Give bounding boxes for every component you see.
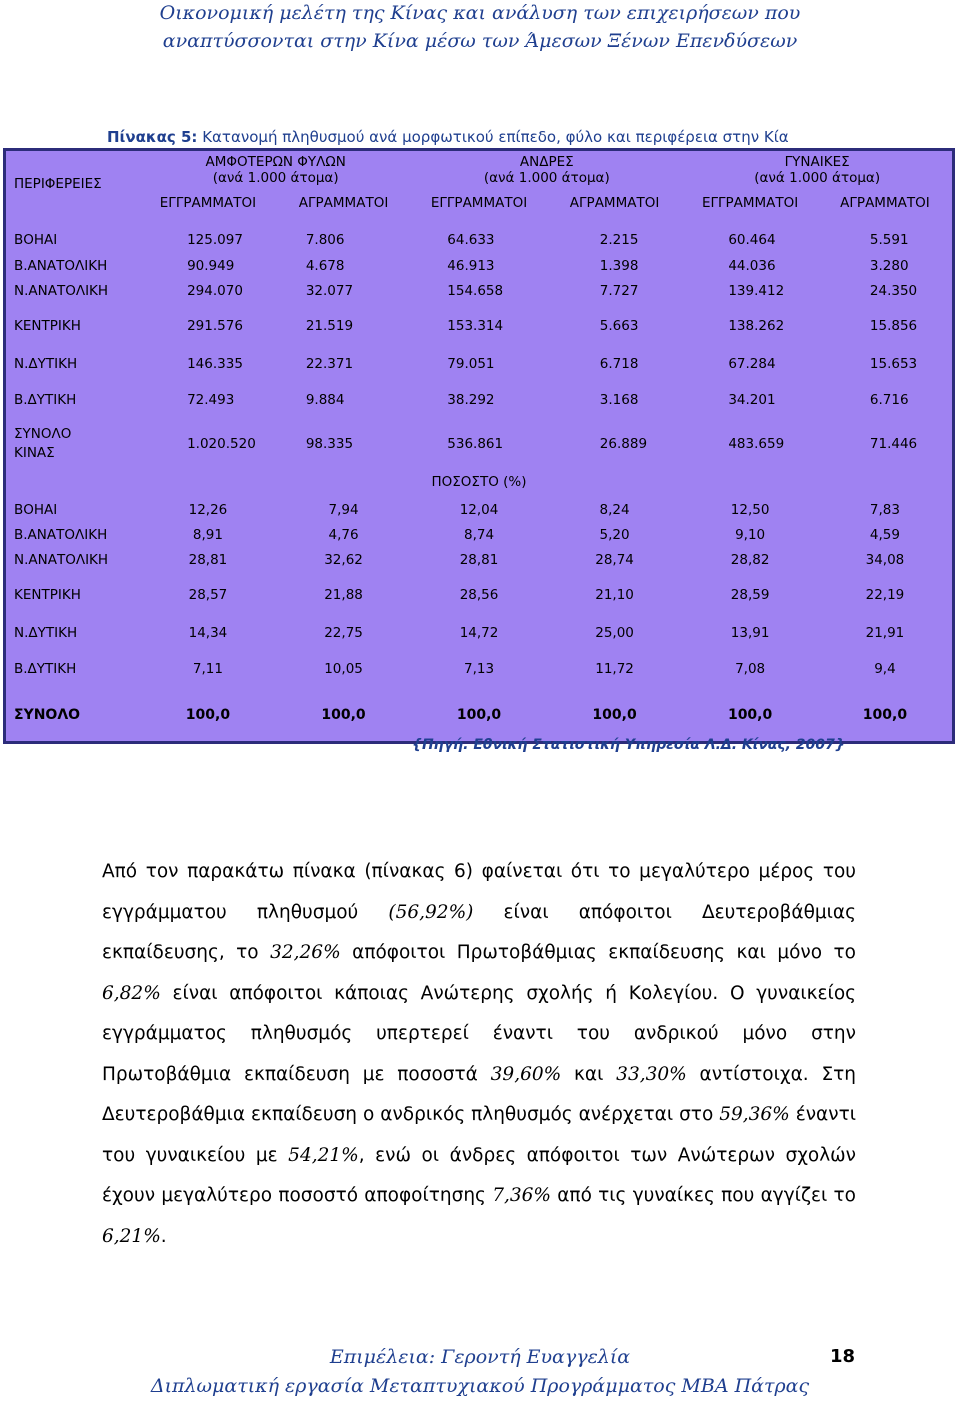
region-cell: Ν.ΑΝΑΤΟΛΙΚΗ: [14, 282, 109, 299]
value-cell: 28,81: [188, 551, 228, 568]
value-cell: 21.519: [305, 318, 354, 334]
footer-author: Επιμέλεια: Γεροντή Ευαγγελία: [329, 1346, 631, 1368]
value-cell: 9,4: [874, 661, 896, 677]
value-cell: 100,0: [862, 707, 908, 724]
percent-value: 6,82%: [102, 982, 161, 1004]
header-line-1: Οικονομική μελέτη της Κίνας και ανάλυση των επιχειρήσεων που: [159, 2, 801, 24]
value-cell: 7.806: [305, 232, 345, 248]
value-cell: 4,59: [869, 526, 900, 543]
value-cell: 28,74: [595, 551, 634, 568]
table-row: [5, 303, 954, 349]
page-number: 18: [830, 1346, 856, 1367]
table-row: [5, 253, 954, 278]
region-cell: ΒΟΗΑΙ: [14, 501, 58, 518]
value-cell: 146.335: [187, 356, 243, 372]
region-cell: ΣΥΝΟΛΟ ΚΙΝΑΣ: [14, 426, 72, 461]
value-cell: 98.335: [305, 436, 354, 452]
value-cell: 25,00: [595, 625, 634, 641]
value-cell: 9,10: [735, 526, 766, 543]
sub-header: ΕΓΓΡΑΜΜΑΤΟΙ: [159, 195, 257, 211]
value-cell: 14,72: [459, 625, 499, 641]
sub-header: ΕΓΓΡΑΜΜΑΤΟΙ: [430, 195, 528, 211]
region-cell: ΣΥΝΟΛΟ: [14, 707, 81, 724]
percent-header-row: [5, 467, 954, 497]
value-cell: 7,13: [464, 661, 495, 677]
value-cell: 34,08: [865, 551, 905, 568]
region-header: ΠΕΡΙΦΕΡΕΙΕΣ: [5, 150, 141, 218]
value-cell: 8,24: [599, 501, 630, 518]
value-cell: 7,11: [192, 661, 223, 677]
text-run: Από τον παρακάτω πίνακα (πίνακας 6) φαίνεται ότι το μεγαλύτερο μέρος του εγγράμματου πληθυσμού: [102, 861, 856, 923]
value-cell: 13,91: [730, 625, 770, 641]
table-source: {Πηγή. Εθνική Στατιστική Υπηρεσία Λ.Δ. Κίνας, 2007}: [412, 737, 845, 753]
total-row-abs: [5, 421, 954, 467]
group-header-women: ΓΥΝΑΙΚΕΣ (ανά 1.000 άτομα): [682, 150, 953, 190]
value-cell: 15.856: [869, 318, 918, 334]
table-caption: [107, 128, 789, 146]
value-cell: 5.591: [869, 232, 909, 248]
value-cell: 8,74: [464, 526, 495, 543]
table-row: [5, 349, 954, 379]
region-cell: Ν.ΔΥΤΙΚΗ: [14, 356, 78, 372]
value-cell: 1.020.520: [187, 436, 256, 452]
value-cell: 7,08: [735, 661, 766, 677]
value-cell: 483.659: [728, 436, 785, 452]
header-line-2: αναπτύσσονται στην Κίνα μέσω των Άμεσων Ξένων Επενδύσεων: [162, 30, 798, 52]
value-cell: 100,0: [185, 707, 231, 724]
value-cell: 4.678: [305, 257, 345, 274]
region-cell: Β.ΔΥΤΙΚΗ: [14, 661, 77, 677]
value-cell: 9.884: [305, 392, 345, 408]
percent-header: ΠΟΣΟΣΤΟ (%): [431, 474, 527, 490]
percent-value: 7,36%: [492, 1185, 551, 1206]
value-cell: 2.215: [599, 232, 639, 248]
value-cell: 28,59: [730, 587, 770, 603]
value-cell: 32.077: [305, 282, 354, 299]
percent-value: 33,30%: [616, 1063, 687, 1085]
value-cell: 3.168: [599, 392, 639, 408]
value-cell: 28,81: [459, 551, 499, 568]
value-cell: 21,88: [324, 587, 363, 603]
body-paragraph: [102, 852, 856, 1257]
value-cell: 291.576: [187, 318, 243, 334]
region-cell: ΚΕΝΤΡΙΚΗ: [14, 587, 81, 603]
value-cell: 125.097: [187, 232, 243, 248]
text-run: από τις γυναίκες που αγγίζει το: [550, 1185, 856, 1206]
region-cell: Ν.ΑΝΑΤΟΛΙΚΗ: [14, 551, 109, 568]
percent-value: 59,36%: [719, 1104, 790, 1125]
value-cell: 14,34: [188, 625, 228, 641]
value-cell: 12,04: [459, 501, 499, 518]
text-run: και: [561, 1063, 617, 1085]
value-cell: 7.727: [599, 282, 639, 299]
group-header-both: ΑΜΦΟΤΕΡΩΝ ΦΥΛΩΝ (ανά 1.000 άτομα): [140, 150, 411, 190]
table-row: [5, 618, 954, 648]
value-cell: 71.446: [869, 436, 918, 452]
value-cell: 3.280: [869, 257, 909, 274]
value-cell: 21,91: [865, 625, 905, 641]
text-run: απόφοιτοι Πρωτοβάθμιας εκπαίδευσης και μόνο το: [340, 942, 856, 963]
text-run: .: [160, 1225, 167, 1247]
value-cell: 4,76: [328, 526, 359, 543]
value-cell: 72.493: [187, 392, 235, 408]
value-cell: 12,50: [730, 501, 770, 518]
value-cell: 44.036: [728, 257, 776, 274]
total-row-pct: [5, 690, 954, 742]
table-row: [5, 278, 954, 303]
text-run: είναι απόφοιτοι κάποιας Ανώτερης σχολής ή Κολεγίου. Ο γυναικείος εγγράμματος πληθυσμός υπερτερεί έναντι του ανδρικού μόνο στην Πρωτοβάθμια εκπαίδευση με ποσοστά: [102, 982, 856, 1085]
value-cell: 6.718: [599, 356, 639, 372]
value-cell: 60.464: [728, 232, 776, 248]
value-cell: 5,20: [599, 526, 630, 543]
percent-value: (56,92%): [388, 901, 474, 923]
percent-value: 6,21%: [102, 1225, 161, 1247]
value-cell: 1.398: [599, 257, 639, 274]
sub-header-row: [5, 189, 954, 217]
value-cell: 12,26: [188, 501, 228, 518]
footer-thesis: Διπλωματική εργασία Μεταπτυχιακού Προγράμματος ΜΒΑ Πάτρας: [150, 1375, 810, 1397]
value-cell: 153.314: [447, 318, 504, 334]
group-header-men: ΑΝΔΡΕΣ (ανά 1.000 άτομα): [411, 150, 682, 190]
value-cell: 7,83: [869, 501, 900, 518]
value-cell: 154.658: [447, 282, 504, 299]
table-row: [5, 547, 954, 572]
region-cell: Β.ΑΝΑΤΟΛΙΚΗ: [14, 526, 108, 543]
value-cell: 5.663: [599, 318, 639, 334]
table-row: [5, 572, 954, 618]
region-cell: Β.ΑΝΑΤΟΛΙΚΗ: [14, 257, 108, 274]
value-cell: 138.262: [728, 318, 785, 334]
value-cell: 139.412: [728, 282, 785, 299]
percent-value: 32,26%: [270, 942, 341, 963]
region-cell: Β.ΔΥΤΙΚΗ: [14, 392, 77, 408]
region-cell: ΒΟΗΑΙ: [14, 232, 58, 248]
value-cell: 26.889: [599, 436, 648, 452]
population-table: [3, 148, 955, 744]
value-cell: 28,57: [188, 587, 228, 603]
value-cell: 536.861: [447, 436, 504, 452]
value-cell: 34.201: [728, 392, 776, 408]
table-row: [5, 227, 954, 253]
table-row: [5, 648, 954, 690]
group-header-row: [5, 150, 954, 190]
sub-header: ΑΓΡΑΜΜΑΤΟΙ: [840, 195, 930, 211]
value-cell: 100,0: [456, 707, 502, 724]
value-cell: 32,62: [324, 551, 363, 568]
value-cell: 22,19: [865, 587, 905, 603]
sub-header: ΑΓΡΑΜΜΑΤΟΙ: [298, 195, 389, 211]
value-cell: 90.949: [187, 257, 235, 274]
value-cell: 8,91: [192, 526, 223, 543]
value-cell: 64.633: [447, 232, 495, 248]
text-run: έναντι του γυναικείου με: [102, 1104, 856, 1166]
caption-prefix: Πίνακας 5:: [107, 128, 198, 146]
value-cell: 10,05: [324, 661, 363, 677]
value-cell: 22,75: [324, 625, 363, 641]
value-cell: 100,0: [321, 707, 366, 724]
value-cell: 11,72: [595, 661, 634, 677]
value-cell: 100,0: [592, 707, 637, 724]
value-cell: 24.350: [869, 282, 918, 299]
value-cell: 7,94: [328, 501, 359, 518]
value-cell: 38.292: [447, 392, 495, 408]
table-row: [5, 522, 954, 547]
percent-value: 39,60%: [490, 1063, 562, 1085]
text-run: αντίστοιχα. Στη Δευτεροβάθμια εκπαίδευση ο ανδρικός πληθυσμός ανέρχεται στο: [102, 1063, 857, 1125]
region-cell: ΚΕΝΤΡΙΚΗ: [14, 318, 81, 334]
value-cell: 22.371: [305, 356, 354, 372]
value-cell: 21,10: [595, 587, 634, 603]
sub-header: ΑΓΡΑΜΜΑΤΟΙ: [569, 195, 660, 211]
percent-value: 54,21%: [288, 1144, 359, 1166]
value-cell: 67.284: [728, 356, 776, 372]
value-cell: 79.051: [447, 356, 495, 372]
value-cell: 46.913: [447, 257, 495, 274]
text-run: είναι απόφοιτοι Δευτεροβάθμιας εκπαίδευσης, το: [102, 901, 856, 963]
table-row: [5, 497, 954, 522]
value-cell: 15.653: [869, 356, 918, 372]
value-cell: 28,56: [459, 587, 499, 603]
table-row: [5, 379, 954, 421]
value-cell: 294.070: [187, 282, 243, 299]
region-cell: Ν.ΔΥΤΙΚΗ: [14, 625, 78, 641]
value-cell: 100,0: [727, 707, 773, 724]
text-run: , ενώ οι άνδρες απόφοιτοι των Ανώτερων σχολών έχουν μεγαλύτερο ποσοστό αποφοίτησης: [102, 1144, 856, 1206]
value-cell: 28,82: [730, 551, 770, 568]
caption-text: Κατανομή πληθυσμού ανά μορφωτικού επίπεδο, φύλο και περιφέρεια στην Κία: [197, 128, 789, 146]
sub-header: ΕΓΓΡΑΜΜΑΤΟΙ: [701, 195, 799, 211]
value-cell: 6.716: [869, 392, 909, 408]
